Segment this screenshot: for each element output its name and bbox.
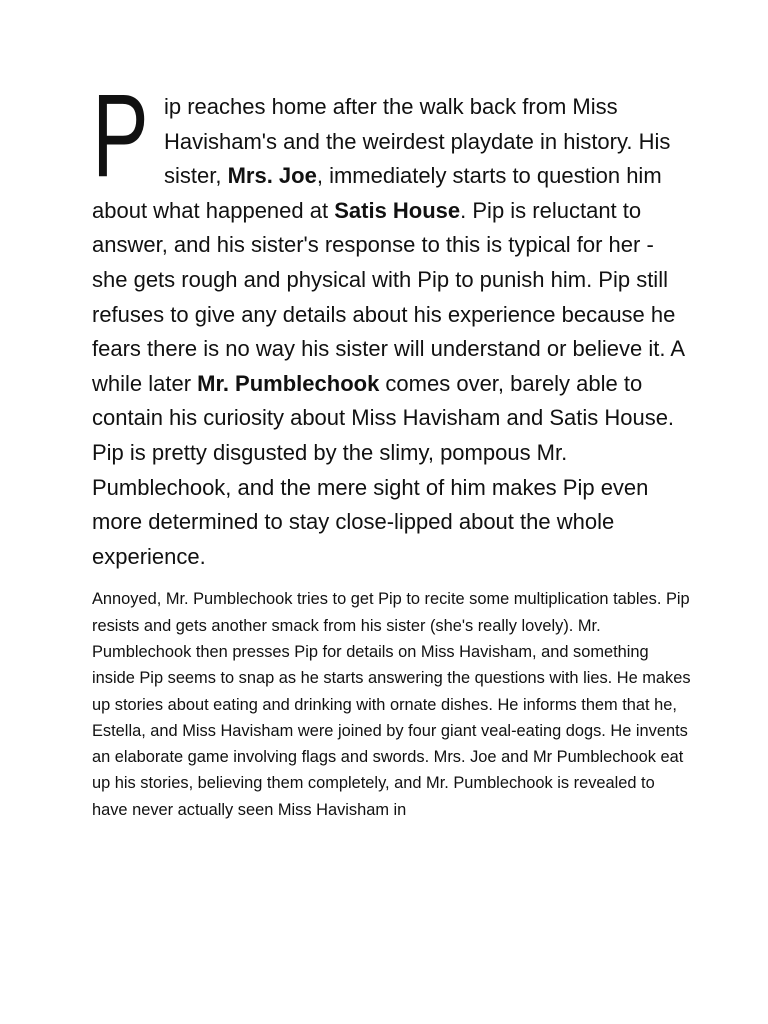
character-name-mr-pumblechook: Mr. Pumblechook xyxy=(197,370,380,396)
paragraph-text: ip reaches home after the walk back from Miss Havisham's and the weirdest playdate in history. His sister, xyxy=(164,94,671,189)
summary-paragraph-1 xyxy=(92,70,692,574)
drop-cap: P xyxy=(92,70,149,202)
character-name-mrs-joe: Mrs. Joe xyxy=(227,163,317,189)
paragraph-text: comes over, barely able to contain his curiosity about Miss Havisham and Satis House. Pip is pretty disgusted by the slimy, pompous Mr. Pumblechook, and the mere sight of him makes Pip even more determined to stay close-lipped about the whole experience. xyxy=(92,370,675,569)
summary-paragraph-2: Annoyed, Mr. Pumblechook tries to get Pip to recite some multiplication tables. Pip resists and gets another smack from his sister (she's really lovely). Mr. Pumblechook then presses Pip for details on Miss Havisham, and something inside Pip seems to snap as he starts answering the questions with lies. He makes up stories about eating and drinking with ornate dishes. He informs them that he, Estella, and Miss Havisham were joined by four giant veal-eating dogs. He invents an elaborate game involving flags and swords. Mrs. Joe and Mr Pumblechook eat up his stories, believing them completely, and Mr. Pumblechook is revealed to have never actually seen Miss Havisham in xyxy=(92,590,691,819)
paragraph-text: , immediately starts to question him about what happened at xyxy=(92,163,662,223)
document-page xyxy=(92,70,692,823)
paragraph-text: . Pip is reluctant to answer, and his sister's response to this is typical for her - she gets rough and physical with Pip to punish him. Pip still refuses to give any details about his experience because he fears there is no way his sister will understand or believe it. A while later xyxy=(92,197,684,396)
place-name-satis-house: Satis House xyxy=(334,197,461,223)
